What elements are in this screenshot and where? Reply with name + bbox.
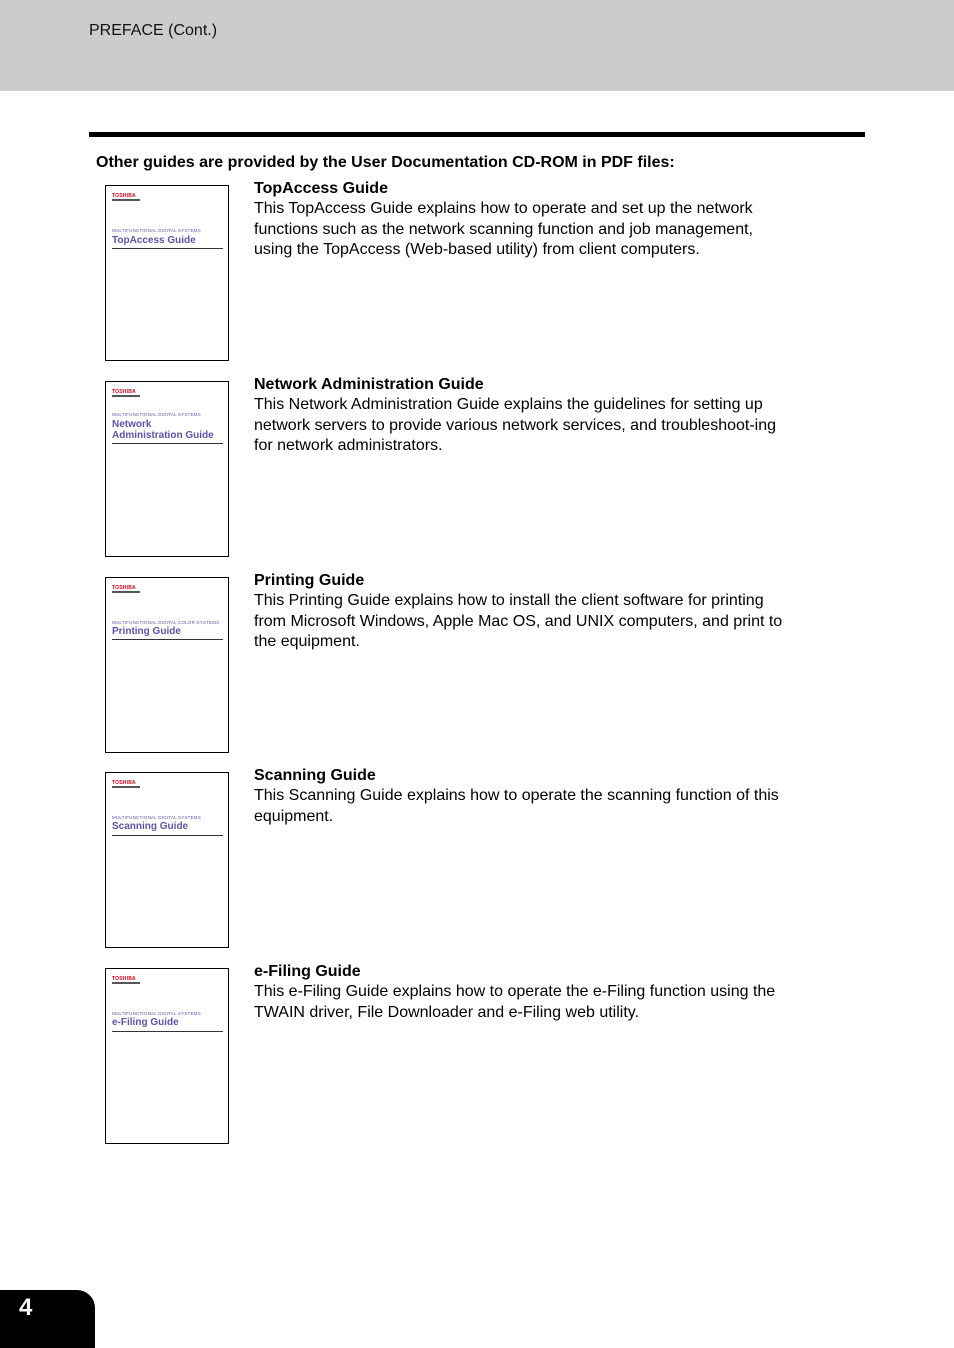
cover-title: Network Administration Guide xyxy=(112,419,214,441)
cover-divider xyxy=(112,835,223,836)
guide-cover-image xyxy=(105,968,229,1144)
page-header-title: PREFACE (Cont.) xyxy=(89,22,218,39)
cover-subtitle: MULTIFUNCTIONAL DIGITAL COLOR SYSTEMS xyxy=(112,620,220,625)
guide-name: Scanning Guide xyxy=(254,767,376,784)
guide-cover-image xyxy=(105,772,229,948)
guide-name: Network Administration Guide xyxy=(254,376,484,393)
cover-divider xyxy=(112,443,223,444)
page-number: 4 xyxy=(19,1294,33,1321)
header-band xyxy=(0,0,954,91)
cover-subtitle: MULTIFUNCTIONAL DIGITAL SYSTEMS xyxy=(112,1011,201,1016)
cover-brand-tagline xyxy=(112,982,140,984)
guide-cover-image xyxy=(105,185,229,361)
cover-divider xyxy=(112,639,223,640)
cover-subtitle: MULTIFUNCTIONAL DIGITAL SYSTEMS xyxy=(112,228,201,233)
cover-title: TopAccess Guide xyxy=(112,235,196,246)
guide-name: TopAccess Guide xyxy=(254,180,388,197)
cover-brand-logo: TOSHIBA xyxy=(112,976,136,982)
guide-entry-e-filing xyxy=(105,963,805,1148)
cover-brand-tagline xyxy=(112,591,140,593)
guide-entry-network-administration xyxy=(105,376,805,561)
guide-text-block xyxy=(254,767,784,827)
guide-name: e-Filing Guide xyxy=(254,963,361,980)
guide-entry-topaccess xyxy=(105,180,805,365)
section-rule xyxy=(89,132,865,137)
guide-description: This TopAccess Guide explains how to operate and set up the network functions such as the network scanning function and job management, using the TopAccess (Web-based utility) from client computers. xyxy=(254,200,753,258)
cover-brand-tagline xyxy=(112,395,140,397)
cover-brand-tagline xyxy=(112,786,140,788)
guide-entry-printing xyxy=(105,572,805,757)
page-number-tab xyxy=(0,1290,95,1348)
cover-brand-logo: TOSHIBA xyxy=(112,389,136,395)
guide-entry-scanning xyxy=(105,767,805,952)
cover-divider xyxy=(112,1031,223,1032)
cover-subtitle: MULTIFUNCTIONAL DIGITAL SYSTEMS xyxy=(112,815,201,820)
guide-description: This e-Filing Guide explains how to operate the e-Filing function using the TWAIN driver, File Downloader and e-Filing web utility. xyxy=(254,983,776,1021)
guide-cover-image xyxy=(105,577,229,753)
cover-title: Scanning Guide xyxy=(112,821,189,832)
guide-cover-image xyxy=(105,381,229,557)
guide-text-block xyxy=(254,572,784,653)
guide-text-block xyxy=(254,376,784,457)
cover-title: Printing Guide xyxy=(112,626,181,637)
cover-divider xyxy=(112,248,223,249)
cover-brand-logo: TOSHIBA xyxy=(112,193,136,199)
cover-brand-tagline xyxy=(112,199,140,201)
guide-description: This Scanning Guide explains how to operate the scanning function of this equipment. xyxy=(254,787,779,825)
guide-description: This Network Administration Guide explains the guidelines for setting up network servers to provide various network services, and troubleshoot-ing for network administrators. xyxy=(254,396,777,454)
intro-text: Other guides are provided by the User Documentation CD-ROM in PDF files: xyxy=(96,154,675,171)
guide-description: This Printing Guide explains how to install the client software for printing from Microsoft Windows, Apple Mac OS, and UNIX computers, and print to the equipment. xyxy=(254,592,783,650)
guide-name: Printing Guide xyxy=(254,572,365,589)
cover-brand-logo: TOSHIBA xyxy=(112,585,136,591)
cover-title: e-Filing Guide xyxy=(112,1017,179,1028)
cover-brand-logo: TOSHIBA xyxy=(112,780,136,786)
guide-text-block xyxy=(254,963,784,1023)
guide-text-block xyxy=(254,180,784,261)
cover-subtitle: MULTIFUNCTIONAL DIGITAL SYSTEMS xyxy=(112,412,201,417)
